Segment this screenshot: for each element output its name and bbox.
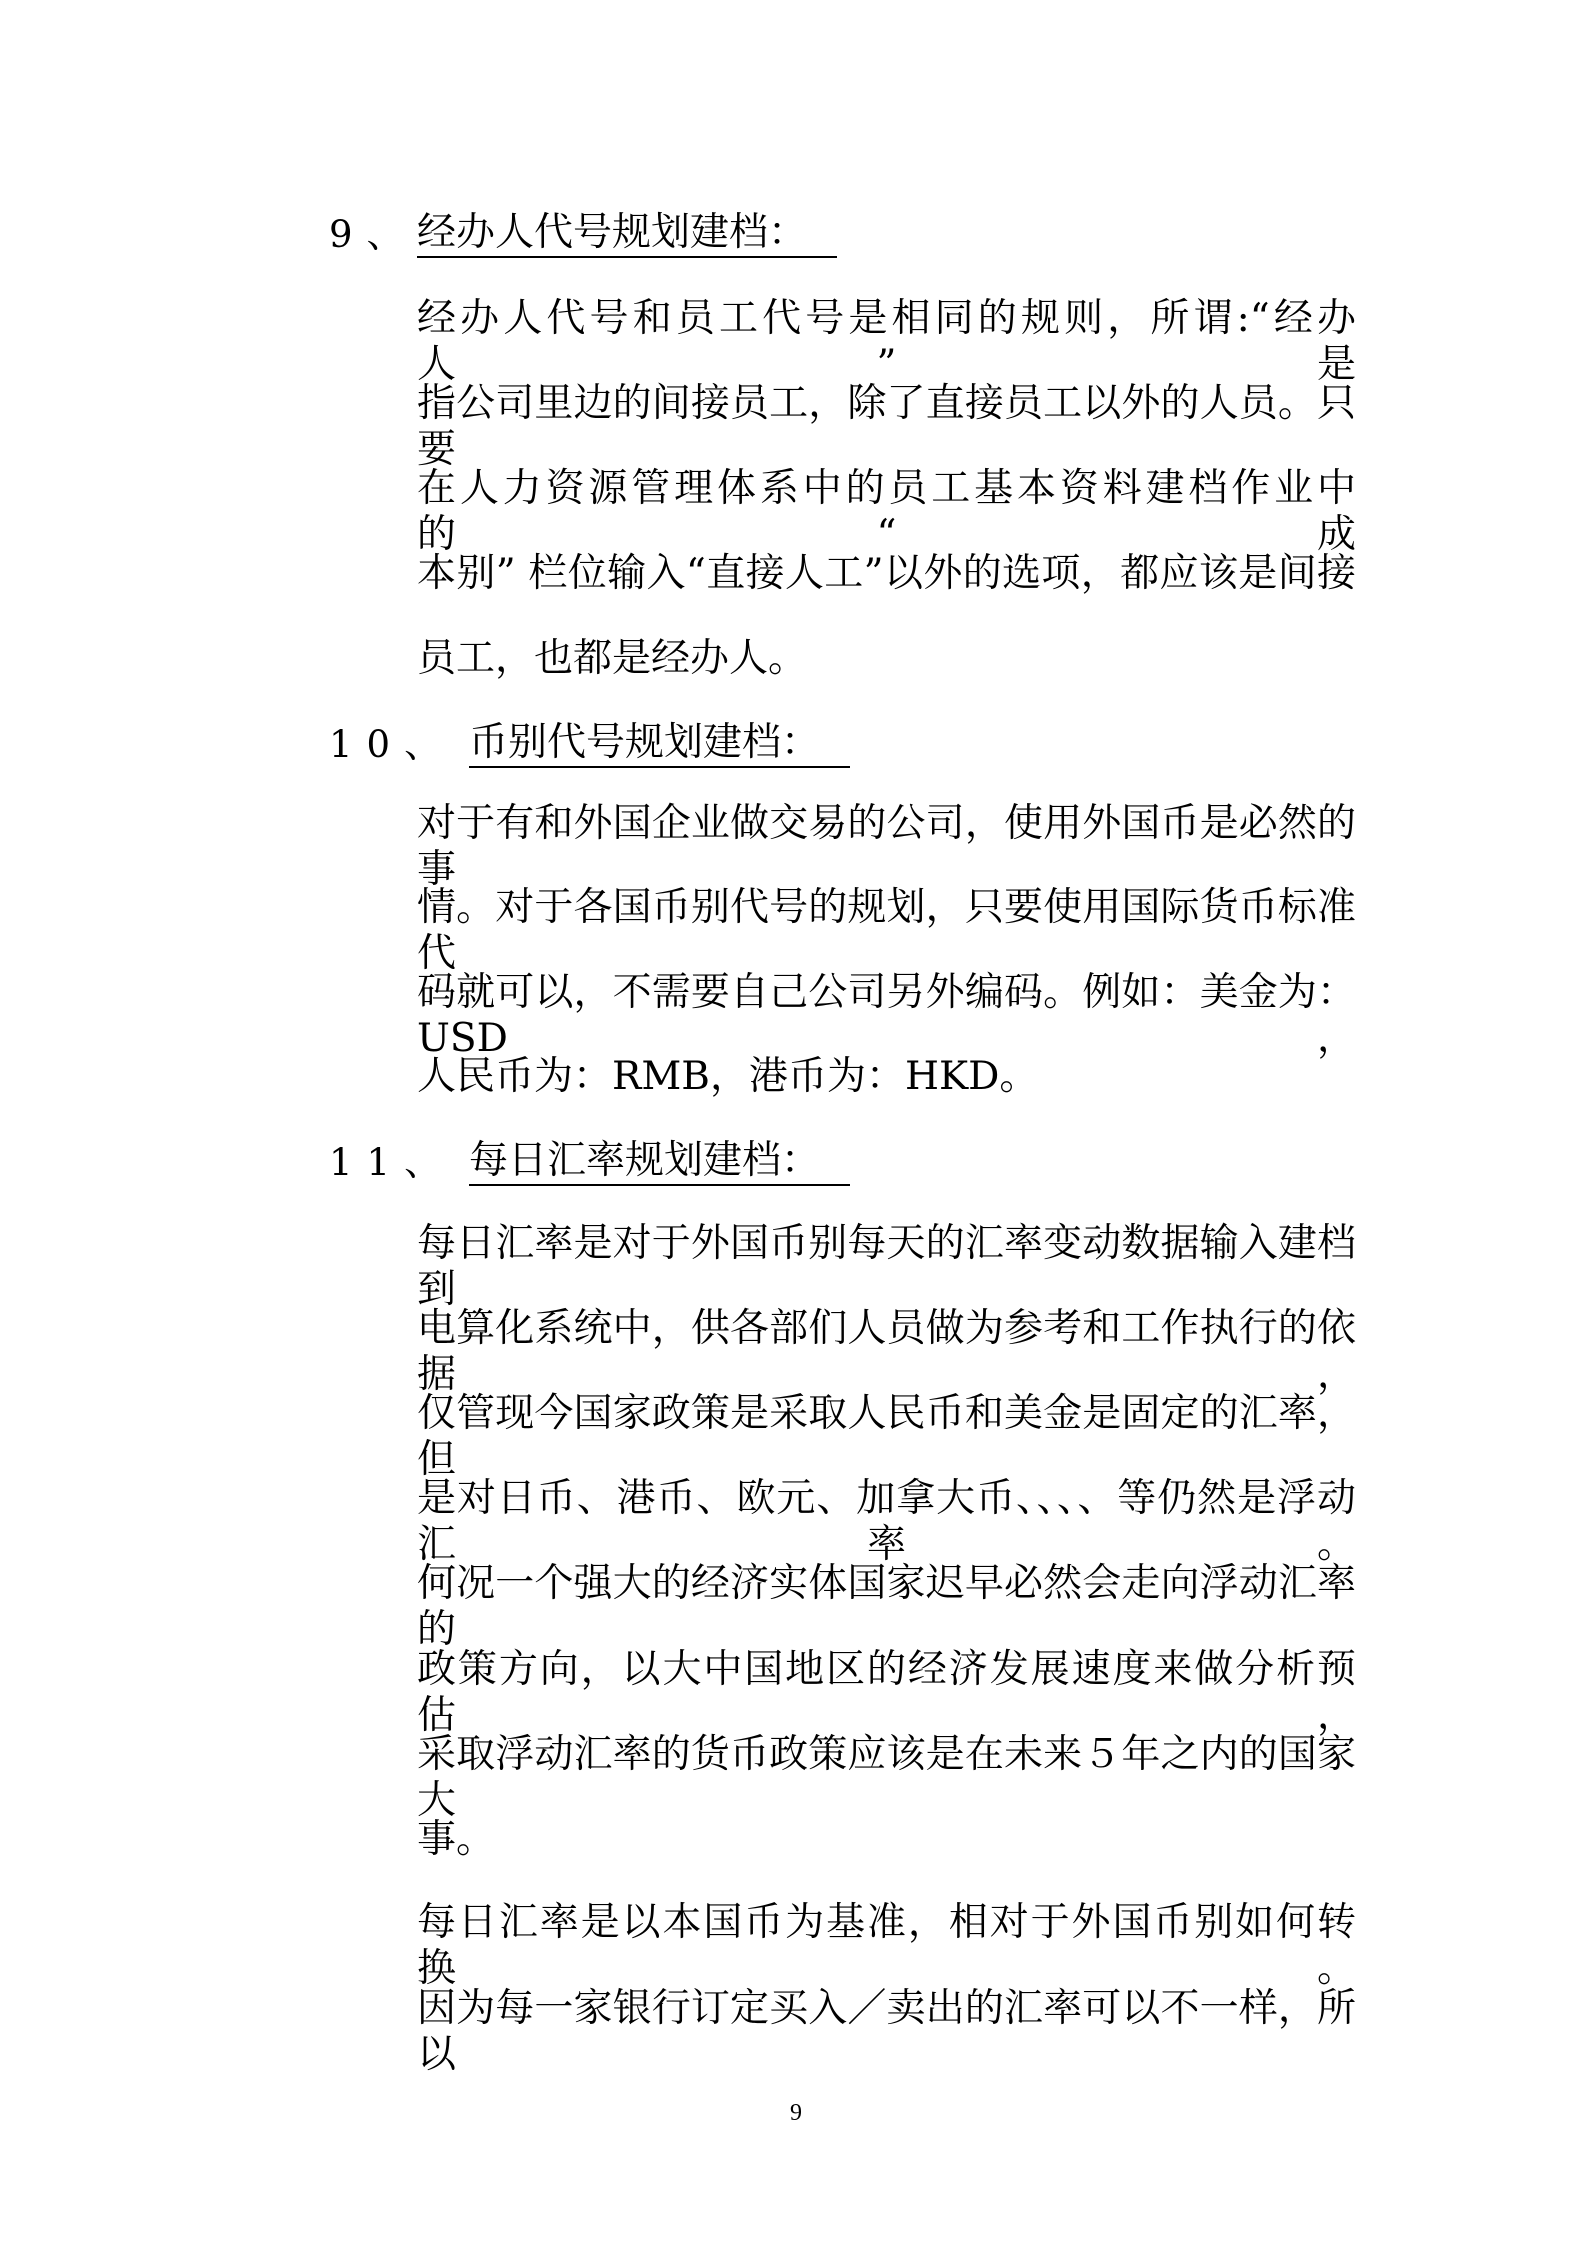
section-title: 每日汇率规划建档：	[469, 1138, 850, 1186]
paragraph-line: 仅管现今国家政策是采取人民币和美金是固定的汇率，但	[417, 1391, 1356, 1482]
paragraph-line: 对于有和外国企业做交易的公司，使用外国币是必然的事	[417, 801, 1356, 892]
paragraph-line: 指公司里边的间接员工，除了直接员工以外的人员。只要	[417, 381, 1356, 472]
page-number: 9	[790, 2100, 802, 2126]
paragraph-line: 员工，也都是经办人。	[417, 636, 808, 681]
paragraph-line: 情。对于各国币别代号的规划，只要使用国际货币标准代	[417, 885, 1356, 976]
paragraph-line: 因为每一家银行订定买入／卖出的汇率可以不一样，所以	[417, 1986, 1356, 2077]
paragraph-line: 人民币为：RMB，港币为：HKD。	[417, 1054, 1039, 1099]
paragraph-line: 电算化系统中，供各部们人员做为参考和工作执行的依据，	[417, 1306, 1356, 1397]
paragraph-line: 码就可以，不需要自己公司另外编码。例如：美金为：USD，	[417, 970, 1356, 1061]
paragraph-line: 是对日币、港币、欧元、加拿大币、、、、等仍然是浮动汇率。	[417, 1476, 1356, 1567]
section-number: 9、	[329, 213, 418, 256]
paragraph-line: 政策方向，以大中国地区的经济发展速度来做分析预估，	[417, 1647, 1356, 1738]
section-title: 经办人代号规划建档：	[417, 210, 837, 258]
paragraph-line: 每日汇率是以本国币为基准，相对于外国币别如何转换。	[417, 1900, 1356, 1991]
paragraph-line: 在人力资源管理体系中的员工基本资料建档作业中的“成	[417, 466, 1356, 557]
section-title: 币别代号规划建档：	[469, 720, 850, 768]
paragraph-line: 每日汇率是对于外国币别每天的汇率变动数据输入建档到	[417, 1221, 1356, 1312]
section-number: 11、	[329, 1141, 456, 1184]
paragraph-line: 经办人代号和员工代号是相同的规则，所谓:“经办人”是	[417, 296, 1356, 387]
paragraph-line: 何况一个强大的经济实体国家迟早必然会走向浮动汇率的	[417, 1561, 1356, 1652]
paragraph-line: 采取浮动汇率的货币政策应该是在未来５年之内的国家大	[417, 1732, 1356, 1823]
section-number: 10、	[329, 723, 456, 766]
paragraph-line: 事。	[417, 1817, 496, 1862]
paragraph-line: 本别” 栏位输入“直接人工”以外的选项，都应该是间接	[417, 551, 1356, 596]
